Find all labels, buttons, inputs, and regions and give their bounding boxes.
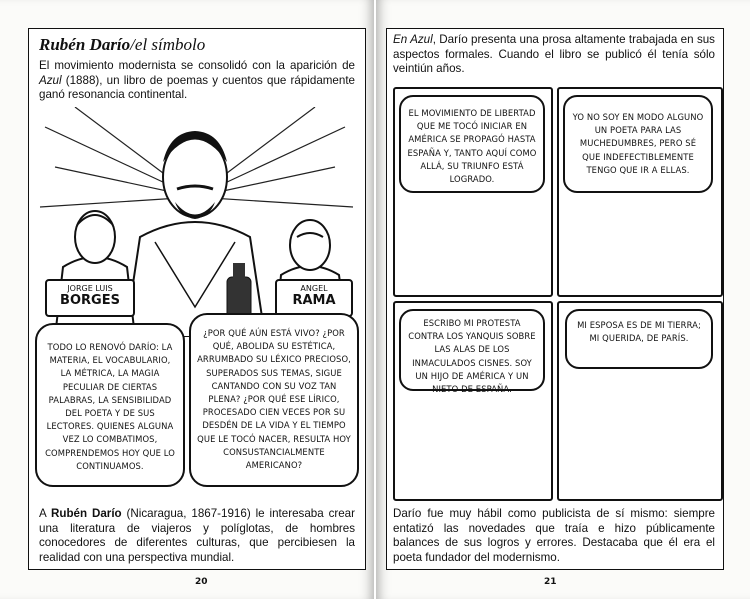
bio-name: Rubén Darío [51,507,122,520]
bio-text: A [39,507,52,520]
intro-text: El movimiento modernista se consolidó con la aparición de [39,59,355,72]
label-rama-first: ANGEL [300,284,328,293]
page-number-right: 21 [544,577,557,587]
comic-panel-2 [557,87,723,297]
right-page-frame [386,28,724,570]
comic-panel-1 [393,87,553,297]
right-outro-paragraph: Darío fue muy hábil como publicista de sí mismo: siempre entatizó las novedades que traía e hizo públicamente balances de sus logros y errores. Destacaba que él era el poeta fundador del modernismo. [393,507,715,564]
panel4-balloon: MI ESPOSA ES DE MI TIERRA; MI QUERIDA, DE PARÍS. [565,309,713,369]
intro-paragraph [39,59,355,103]
page-number-left: 20 [195,577,208,587]
label-rama-last: RAMA [292,293,336,308]
balloon-rama: ¿POR QUÉ AÚN ESTÁ VIVO? ¿POR QUÉ, ABOLIDA SU ESTÉTICA, ARRUMBADO SU LÉXICO PRECIOSO, SUPERADOS SUS TEMAS, SIGUE CANTANDO CON SU VOZ TAN PLENA? ¿POR QUÉ ESE LÍRICO, PROCESADO CIEN VECES POR SU DESDÉN DE LA VIDA Y EL TIEMPO QUE LE TOCÓ NACER, RESULTA HOY CONSUSTANCIALMENTE AMERICANO? [189,313,359,487]
panel1-balloon: EL MOVIMIENTO DE LIBERTAD QUE ME TOCÓ INICIAR EN AMÉRICA SE PROPAGÓ HASTA ESPAÑA Y, TANTO AQUÍ COMO ALLÁ, SU TRIUNFO ESTÁ LOGRADO. [399,95,545,193]
bio-paragraph [39,507,355,565]
comic-panel-3 [393,301,553,501]
panel2-balloon: YO NO SOY EN MODO ALGUNO UN POETA PARA LAS MUCHEDUMBRES, PERO SÉ QUE INDEFECTIBLEMENTE TENGO QUE IR A ELLAS. [563,95,713,193]
intro-text-end: (1888), un libro de poemas y cuentos que rápidamente ganó resonancia continental. [39,73,355,101]
balloon-borges: TODO LO RENOVÓ DARÍO: LA MATERIA, EL VOCABULARIO, LA MÉTRICA, LA MAGIA PECULIAR DE CIERTAS PALABRAS, LA SENSIBILIDAD DEL POETA Y DE SUS LECTORES. QUIENES ALGUNA VEZ LO COMBATIMOS, COMPRENDEMOS HOY QUE LO CONTINUAMOS. [35,323,185,487]
title-name: Rubén Darío [39,35,131,54]
right-intro-book-title: En Azul [393,33,433,46]
label-borges [45,279,135,317]
right-intro-text: , Darío presenta una prosa altamente trabajada en sus aspectos formales. Cuando el libro se publicó él tenía sólo veintiún años. [393,33,715,75]
left-page [0,0,374,599]
right-intro-paragraph [393,33,715,77]
panel3-balloon: ESCRIBO MI PROTESTA CONTRA LOS YANQUIS SOBRE LAS ALAS DE LOS INMACULADOS CISNES. SOY UN HIJO DE AMÉRICA Y UN NIETO DE ESPAÑA. [399,309,545,391]
title-subtitle: /el símbolo [130,35,206,54]
intro-book-title: Azul [39,73,62,87]
page-title [39,35,205,55]
label-rama [275,279,353,317]
label-borges-first: JORGE LUIS [67,284,113,293]
right-page [376,0,750,599]
left-page-frame [28,28,366,570]
bio-text-end: (Nicaragua, 1867-1916) le interesaba crear una literatura de viajeros y políglotas, de hombres conocedores de diferentes culturas, que percibiesen la realidad con una perspectiva mundial. [39,507,355,564]
label-borges-last: BORGES [60,293,120,308]
comic-panel-4 [557,301,723,501]
